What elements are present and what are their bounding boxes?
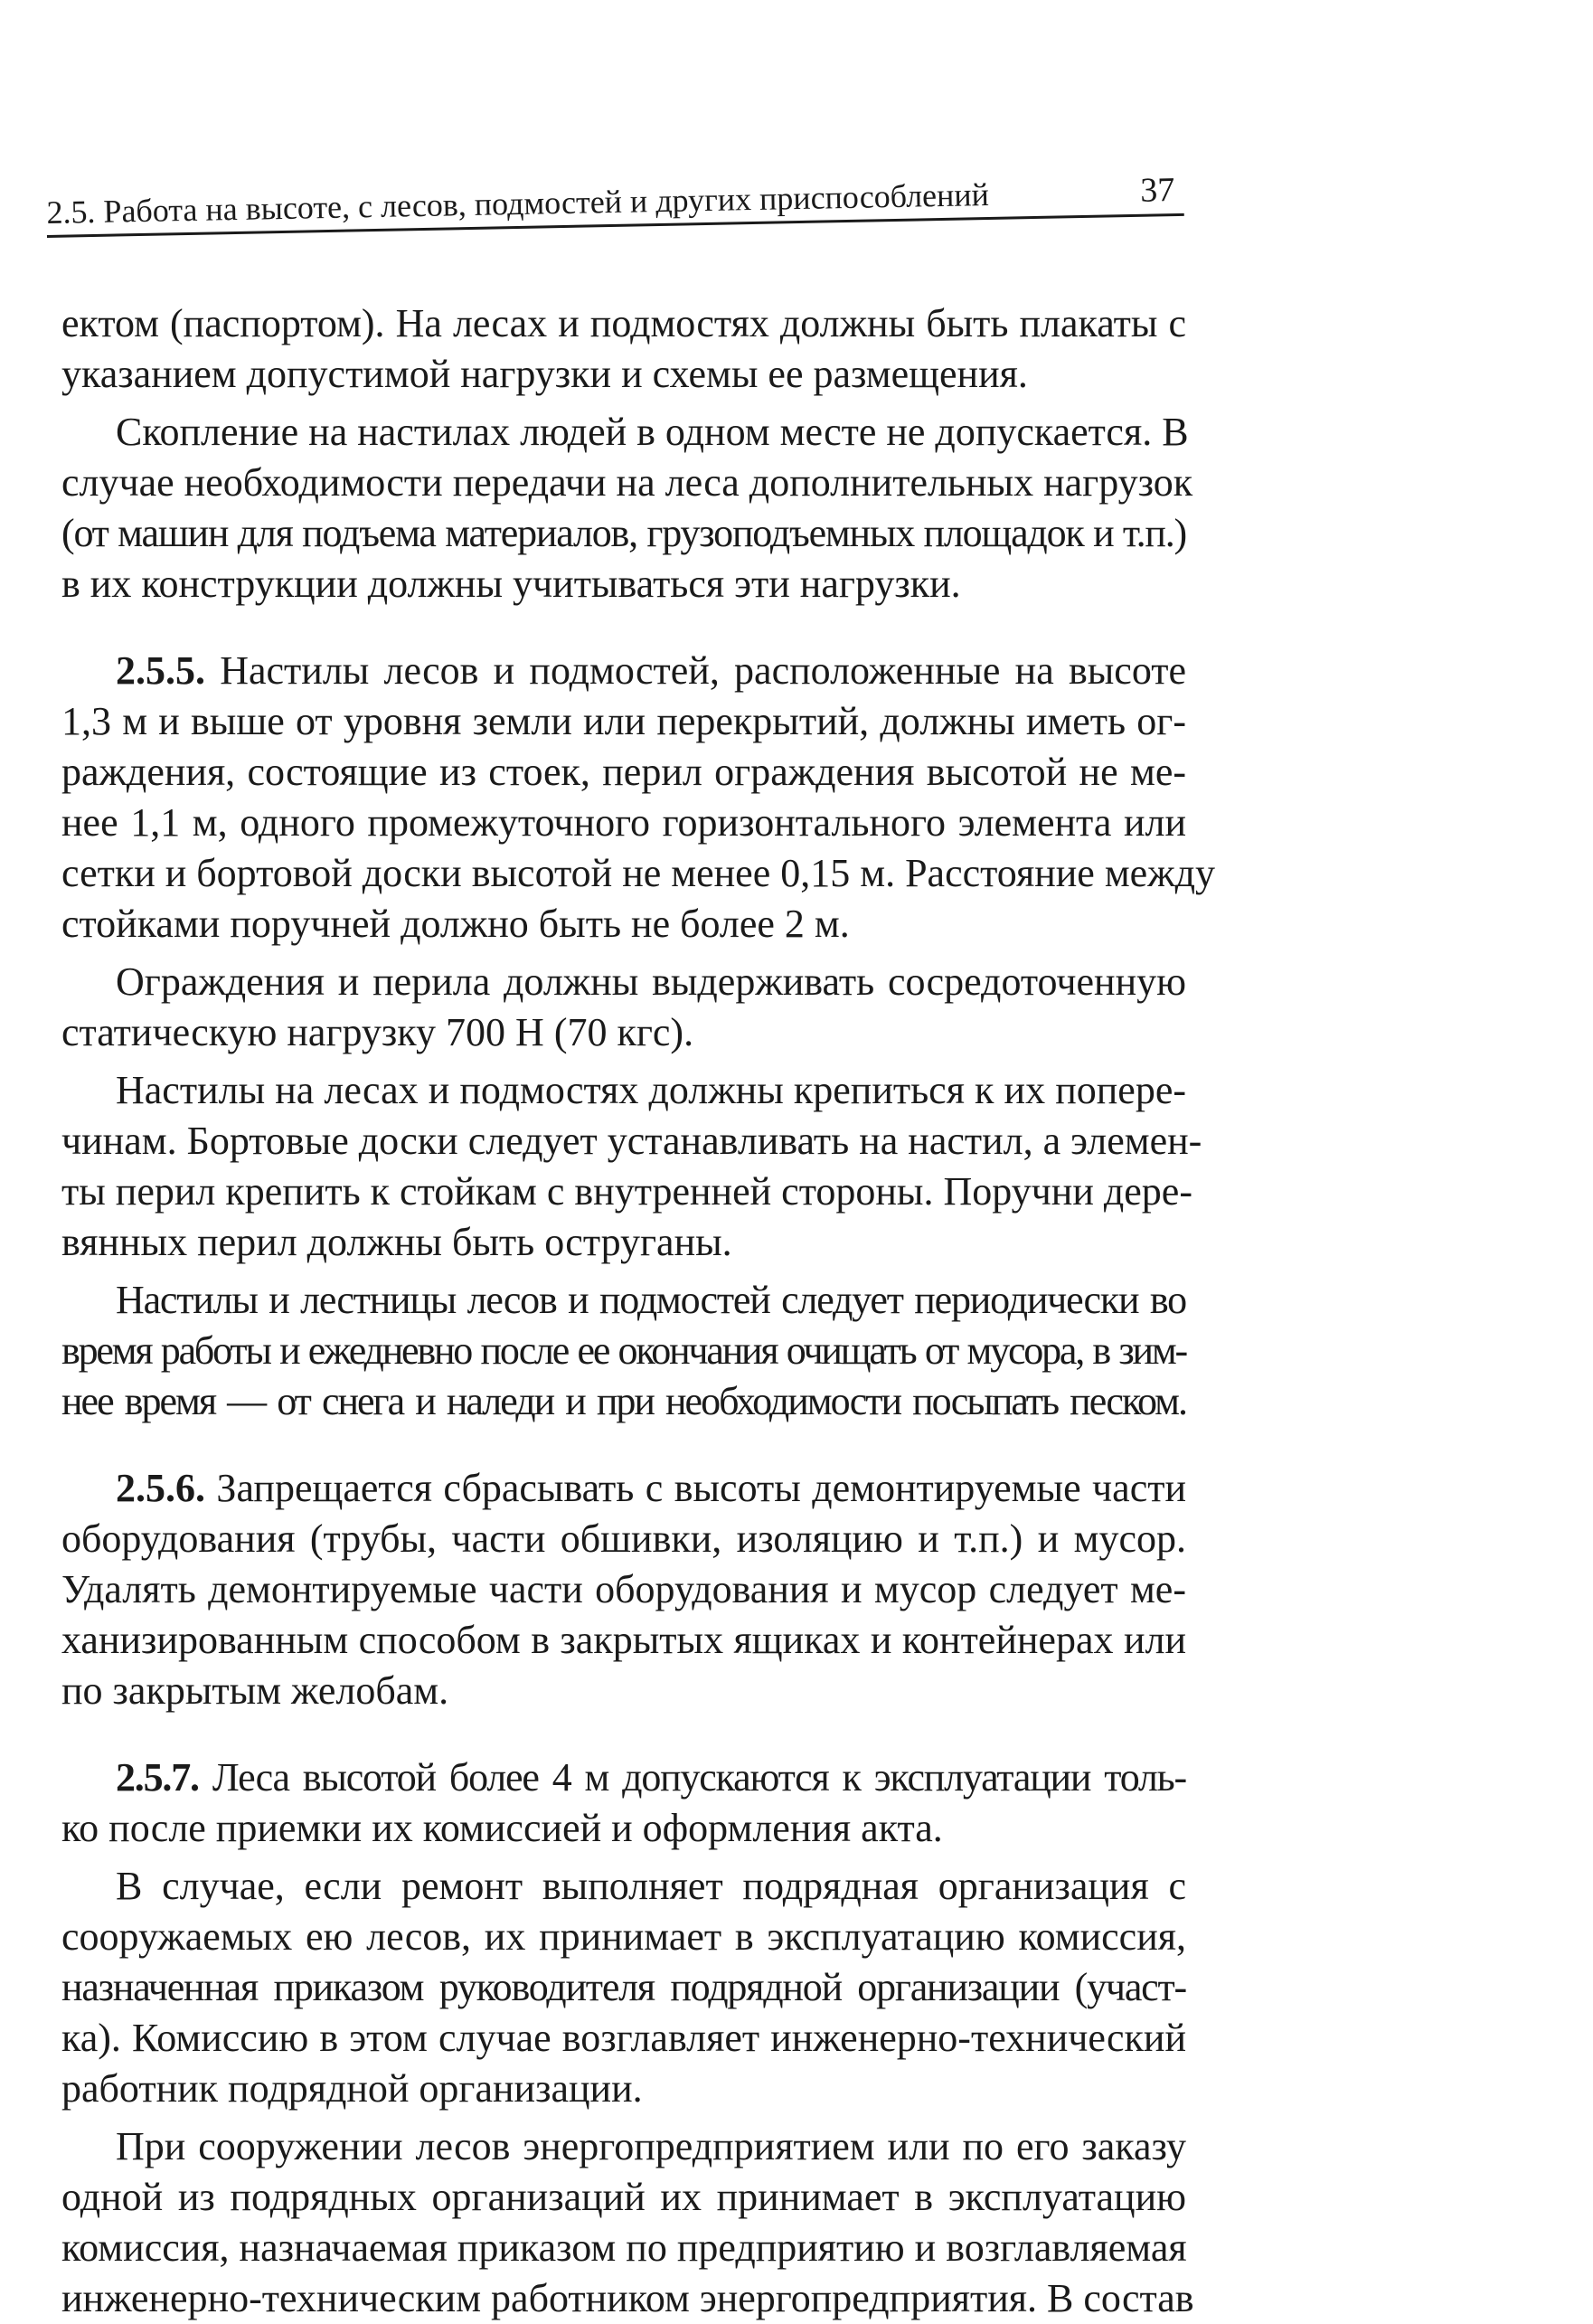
section-text: Леса высотой более 4 м допускаются к эксплуатации толь- xyxy=(198,1755,1186,1800)
text-line: в их конструкции должны учитываться эти нагрузки. xyxy=(61,562,961,606)
text-line: 1,3 м и выше от уровня земли или перекрытий, должны иметь ог- xyxy=(61,699,1186,743)
section-number: 2.5.7. xyxy=(116,1755,199,1800)
text-line: раждения, состоящие из стоек, перил ограждения высотой не ме- xyxy=(61,750,1186,794)
text-line: время работы и ежедневно после ее окончания очищать от мусора, в зим- xyxy=(61,1328,1186,1373)
text-line xyxy=(61,1463,1186,1514)
text-line: нее 1,1 м, одного промежуточного горизонтального элемента или xyxy=(61,800,1186,845)
text-line: (от машин для подъема материалов, грузоподъемных площадок и т.п.) xyxy=(61,511,1186,555)
text-line xyxy=(61,1752,1186,1803)
page-number: 37 xyxy=(1139,171,1175,210)
section-2-5-5 xyxy=(61,646,1215,949)
text-line: одной из подрядных организаций их принимает в эксплуатацию xyxy=(61,2175,1186,2219)
section-number: 2.5.5. xyxy=(116,648,205,693)
text-line: статическую нагрузку 700 Н (70 кгс). xyxy=(61,1010,694,1054)
running-head xyxy=(46,157,1184,238)
text-line: комиссия, назначаемая приказом по предприятию и возглавляемая xyxy=(61,2225,1187,2270)
paragraph xyxy=(61,1065,1202,1268)
text-line: указанием допустимой нагрузки и схемы ее размещения. xyxy=(61,352,1028,396)
text-line: назначенная приказом руководителя подрядной организации (участ- xyxy=(61,1965,1186,2009)
section-2-5-7 xyxy=(61,1752,1186,1854)
paragraph xyxy=(61,957,1186,1058)
text-line: Настилы на лесах и подмостях должны крепиться к их попере- xyxy=(116,1068,1186,1112)
paragraph xyxy=(61,407,1193,609)
paragraph-continuation xyxy=(61,298,1186,400)
text-line: Удалять демонтируемые части оборудования и мусор следует ме- xyxy=(61,1567,1186,1611)
text-line: В случае, если ремонт выполняет подрядная организация с xyxy=(116,1864,1186,1908)
running-head-title: 2.5. Работа на высоте, с лесов, подмостей и других приспособлений xyxy=(46,175,990,231)
text-line: случае необходимости передачи на леса дополнительных нагрузок xyxy=(61,460,1193,505)
text-line: сооружаемых ею лесов, их принимает в эксплуатацию комиссия, xyxy=(61,1914,1186,1959)
text-line: Скопление на настилах людей в одном месте не допускается. В xyxy=(116,410,1189,454)
text-line: вянных перил должны быть оструганы. xyxy=(61,1220,732,1264)
text-line: ка). Комиссию в этом случае возглавляет инженерно-технический xyxy=(61,2016,1186,2060)
section-2-5-6 xyxy=(61,1463,1186,1716)
text-line: ханизированным способом в закрытых ящиках и контейнерах или xyxy=(61,1618,1186,1662)
text-line: сетки и бортовой доски высотой не менее 0,15 м. Расстояние между xyxy=(61,851,1215,895)
text-line xyxy=(61,646,1186,696)
text-line: по закрытым желобам. xyxy=(61,1668,449,1713)
section-number: 2.5.6. xyxy=(116,1466,205,1510)
text-line: оборудования (трубы, части обшивки, изоляцию и т.п.) и мусор. xyxy=(61,1516,1186,1561)
text-line: стойками поручней должно быть не более 2 м. xyxy=(61,902,850,946)
section-text: Настилы лесов и подмостей, расположенные на высоте xyxy=(205,648,1186,693)
text-line: нее время — от снега и наледи и при необходимости посыпать песком. xyxy=(61,1379,1186,1423)
text-line: инженерно-техническим работником энергопредприятия. В состав xyxy=(61,2276,1194,2320)
text-line: чинам. Бортовые доски следует устанавливать на настил, а элемен- xyxy=(61,1119,1202,1163)
text-line: Ограждения и перила должны выдерживать сосредоточенную xyxy=(116,959,1186,1004)
paragraph xyxy=(61,2121,1194,2324)
text-line: ты перил крепить к стойкам с внутренней стороны. Поручни дере- xyxy=(61,1169,1192,1214)
text-line: При сооружении лесов энергопредприятием или по его заказу xyxy=(116,2124,1186,2168)
paragraph xyxy=(61,1275,1186,1427)
text-line: Настилы и лестницы лесов и подмостей следует периодически во xyxy=(116,1278,1186,1322)
text-line: ко после приемки их комиссией и оформления акта. xyxy=(61,1806,943,1850)
text-line: работник подрядной организации. xyxy=(61,2066,643,2111)
section-text: Запрещается сбрасывать с высоты демонтируемые части xyxy=(205,1466,1186,1510)
text-line: ектом (паспортом). На лесах и подмостях должны быть плакаты с xyxy=(61,301,1186,345)
body-text xyxy=(61,298,1215,2324)
paragraph xyxy=(61,1861,1186,2114)
